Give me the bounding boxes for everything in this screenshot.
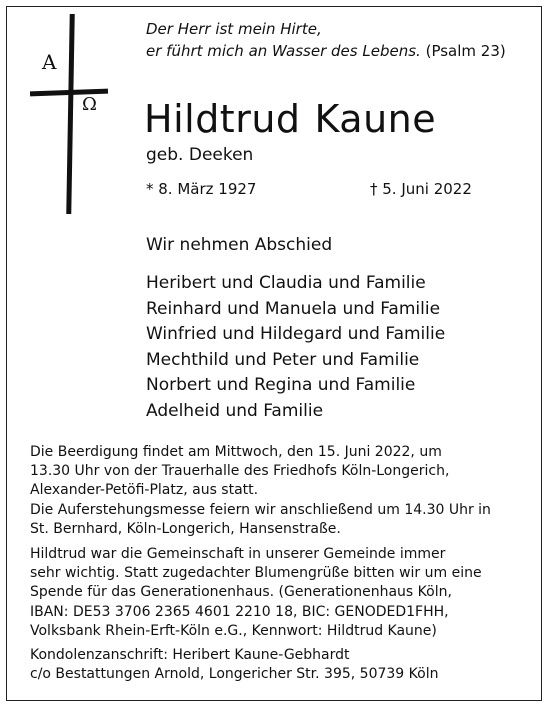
family-item: Reinhard und Manuela und Familie xyxy=(146,298,441,319)
family-item: Mechthild und Peter und Familie xyxy=(146,349,420,370)
text-line: Kondolenzanschrift: Heribert Kaune-Gebhardt xyxy=(30,647,350,663)
text-line: c/o Bestattungen Arnold, Longericher Str. 395, 50739 Köln xyxy=(30,666,439,683)
text-line: Die Beerdigung findet am Mittwoch, den 15. Juni 2022, um xyxy=(30,444,442,460)
family-item: Winfried und Hildegard und Familie xyxy=(146,324,446,344)
family-item: Norbert und Regina und Familie xyxy=(146,375,416,395)
omega-letter: Ω xyxy=(82,94,97,115)
family-list xyxy=(146,271,445,424)
deceased-name xyxy=(144,96,436,142)
quote-reference: (Psalm 23) xyxy=(425,42,506,60)
quote-line-2: er führt mich an Wasser des Lebens. xyxy=(146,42,421,60)
text-line: Spende für das Generationenhaus. (Generationenhaus Köln, xyxy=(30,584,452,601)
funeral-info xyxy=(30,443,530,539)
last-name: Kaune xyxy=(314,97,437,141)
donation-info xyxy=(30,545,530,641)
first-name: Hildtrud xyxy=(144,97,301,141)
cross-vertical-bar xyxy=(66,14,74,214)
farewell-heading: Wir nehmen Abschied xyxy=(146,235,333,255)
quote-line-1: Der Herr ist mein Hirte, xyxy=(146,20,322,38)
maiden-name: geb. Deeken xyxy=(146,145,254,165)
birth-date: * 8. März 1927 xyxy=(146,180,257,198)
text-line: IBAN: DE53 3706 2365 4601 2210 18, BIC: GENODED1FHH, xyxy=(30,603,449,620)
text-line: Volksbank Rhein-Erft-Köln e.G., Kennwort: Hildtrud Kaune) xyxy=(30,622,437,639)
text-line: Die Auferstehungsmesse feiern wir anschließend um 14.30 Uhr in xyxy=(30,501,491,518)
text-line: Hildtrud war die Gemeinschaft in unserer Gemeinde immer xyxy=(30,546,446,562)
text-line: Alexander-Petöfi-Platz, aus statt. xyxy=(30,482,259,499)
condolence-address xyxy=(30,646,530,684)
bible-quote xyxy=(146,18,536,62)
text-line: St. Bernhard, Köln-Longerich, Hansenstraße. xyxy=(30,520,341,537)
death-date: † 5. Juni 2022 xyxy=(370,180,472,198)
alpha-letter: A xyxy=(42,50,57,74)
cross-symbol xyxy=(30,14,120,224)
text-line: 13.30 Uhr von der Trauerhalle des Friedhofs Köln-Longerich, xyxy=(30,463,450,480)
family-item: Heribert und Claudia und Familie xyxy=(146,273,426,293)
text-line: sehr wichtig. Statt zugedachter Blumengrüße bitten wir um eine xyxy=(30,565,482,582)
family-item: Adelheid und Familie xyxy=(146,400,324,421)
